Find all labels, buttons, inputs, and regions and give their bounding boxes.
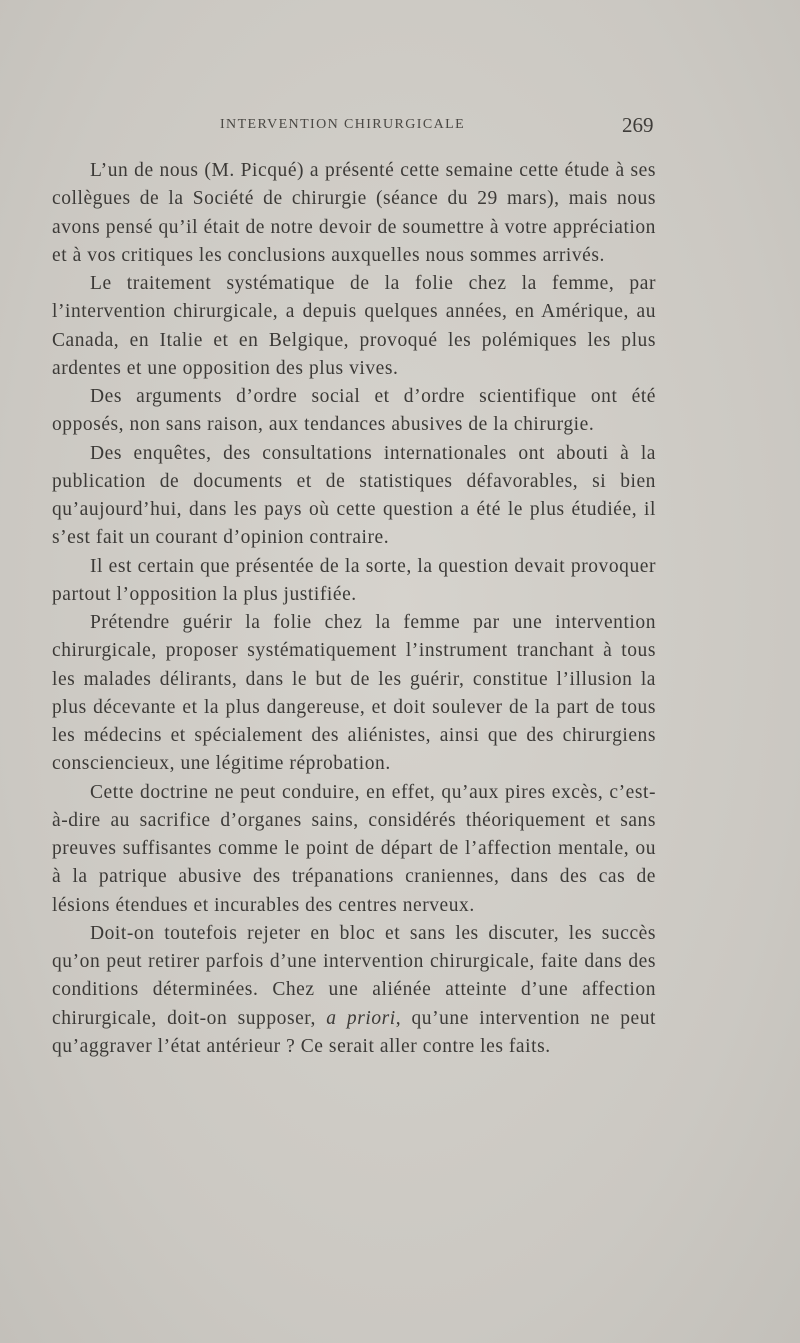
page-number: 269 bbox=[622, 113, 654, 137]
paragraph-3: Des arguments d’ordre social et d’ordre scientifique ont été opposés, non sans raison, aux tendances abusives de la chirurgie. bbox=[52, 386, 656, 436]
paragraph-7: Cette doctrine ne peut conduire, en effet, qu’aux pires excès, c’est-à-dire au sacrifice d’organes sains, considérés théoriquement et sans preuves suffisantes comme le point de départ de l’affection mentale, ou à la patrique abusive des trépanations craniennes, dans des cas de lésions étendues et incurables des centres nerveux. bbox=[52, 781, 656, 916]
paragraph-2: Le traitement systématique de la folie chez la femme, par l’intervention chirurgicale, a depuis quelques années, en Amérique, au Canada, en Italie et en Belgique, provoqué les polémiques les plus ardentes et une opposition des plus vives. bbox=[52, 273, 656, 379]
paragraph-8-end: , qu’une intervention ne peut qu’aggraver l’état antérieur ? Ce serait aller contre les faits. bbox=[52, 1007, 656, 1057]
paragraph-4: Des enquêtes, des consultations internationales ont abouti à la publication de documents et de statistiques défavorables, si bien qu’aujourd’hui, dans les pays où cette question a été le plus étudiée, il s’est fait un courant d’opinion contraire. bbox=[52, 442, 656, 549]
paragraph-5: Il est certain que présentée de la sorte, la question devait provoquer partout l’opposition la plus justifiée. bbox=[52, 555, 656, 605]
paragraph-1: L’un de nous (M. Picqué) a présenté cette semaine cette étude à ses collègues de la Société de chirurgie (séance du 29 mars), mais nous avons pensé qu’il était de notre devoir de soumettre à votre appréciation et à vos critiques les conclusions auxquelles nous sommes arrivés. bbox=[52, 160, 656, 266]
paragraph-8 bbox=[52, 920, 656, 1061]
paragraph-8-start: Doit-on toutefois rejeter en bloc et sans les discuter, les succès qu’on peut retirer parfois d’une intervention chirurgicale, faite dans des conditions déterminées. Chez une aliénée atteinte d’une affection chirurgicale, doit-on supposer, bbox=[52, 922, 656, 1029]
running-title: INTERVENTION CHIRURGICALE bbox=[220, 117, 466, 132]
paragraph-6: Prétendre guérir la folie chez la femme par une intervention chirurgicale, proposer systématiquement l’instrument tranchant à tous les malades délirants, dans le but de les guérir, constitue l’illusion la plus décevante et la plus dangereuse, et doit soulever de la part de tous les médecins et spécialement des aliénistes, ainsi que des chirurgiens consciencieux, une légitime réprobation. bbox=[52, 612, 656, 775]
body-text bbox=[52, 157, 656, 1061]
running-head bbox=[0, 113, 800, 137]
latin-phrase: a priori bbox=[326, 1007, 396, 1029]
